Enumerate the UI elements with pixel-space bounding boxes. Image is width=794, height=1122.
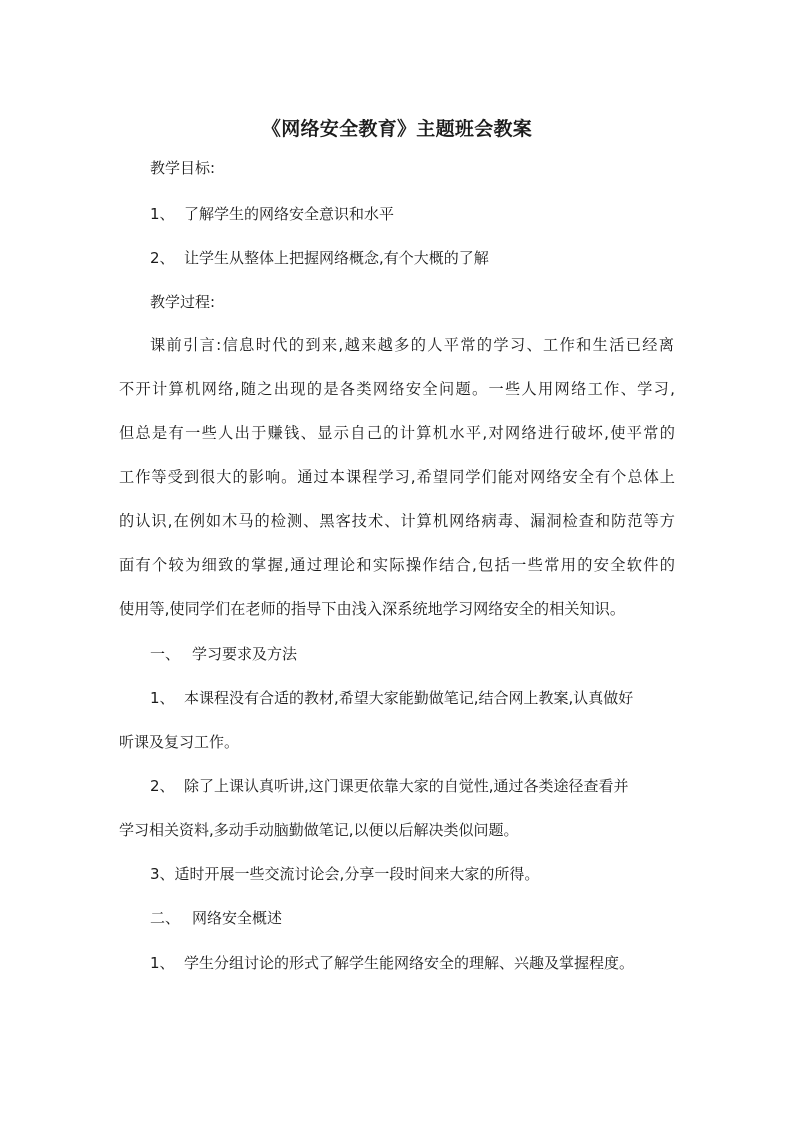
section-1-item-1 bbox=[150, 688, 633, 708]
section-1-item-3: 3、适时开展一些交流讨论会,分享一段时间来大家的所得。 bbox=[150, 865, 540, 883]
section-1-item-2 bbox=[150, 776, 629, 796]
section-1-item-2-text: 除了上课认真听讲,这门课更依靠大家的自觉性,通过各类途径查看并 bbox=[184, 777, 629, 795]
section-2-title: 网络安全概述 bbox=[192, 909, 283, 927]
intro-line-6: 面有个较为细致的掌握,通过理论和实际操作结合,包括一些常用的安全软件的 bbox=[119, 556, 675, 574]
section-1-item-2-number: 2、 bbox=[150, 777, 175, 795]
intro-line-7: 使用等,使同学们在老师的指导下由浅入深系统地学习网络安全的相关知识。 bbox=[119, 600, 626, 618]
intro-line-5: 的认识,在例如木马的检测、黑客技术、计算机网络病毒、漏洞检查和防范等方 bbox=[119, 512, 675, 530]
intro-line-4: 工作等受到很大的影响。通过本课程学习,希望同学们能对网络安全有个总体上 bbox=[119, 468, 675, 486]
section-1-title: 学习要求及方法 bbox=[192, 645, 298, 663]
section-1-number: 一、 bbox=[150, 645, 181, 663]
objectives-heading: 教学目标: bbox=[150, 159, 216, 177]
section-1-item-1-continuation: 听课及复习工作。 bbox=[119, 733, 240, 751]
objective-item-2 bbox=[150, 248, 489, 268]
intro-line-2: 不开计算机网络,随之出现的是各类网络安全问题。一些人用网络工作、学习, bbox=[119, 380, 675, 398]
section-1-item-1-number: 1、 bbox=[150, 689, 175, 707]
process-heading: 教学过程: bbox=[150, 293, 216, 311]
section-1-item-2-continuation: 学习相关资料,多动手动脑勤做笔记,以便以后解决类似问题。 bbox=[119, 821, 519, 839]
objective-2-number: 2、 bbox=[150, 249, 175, 267]
page-title: 《网络安全教育》主题班会教案 bbox=[261, 118, 533, 140]
section-2-number: 二、 bbox=[150, 909, 181, 927]
section-2-item-1-number: 1、 bbox=[150, 954, 175, 972]
section-1-item-1-text: 本课程没有合适的教材,希望大家能勤做笔记,结合网上教案,认真做好 bbox=[184, 689, 634, 707]
section-1-heading bbox=[150, 644, 297, 664]
objective-1-text: 了解学生的网络安全意识和水平 bbox=[184, 205, 395, 223]
section-2-item-1 bbox=[150, 953, 634, 973]
intro-line-1: 课前引言:信息时代的到来,越来越多的人平常的学习、工作和生活已经离 bbox=[150, 336, 674, 354]
section-2-item-1-text: 学生分组讨论的形式了解学生能网络安全的理解、兴趣及掌握程度。 bbox=[184, 954, 635, 972]
objective-2-text: 让学生从整体上把握网络概念,有个大概的了解 bbox=[184, 249, 489, 267]
objective-1-number: 1、 bbox=[150, 205, 175, 223]
intro-line-3: 但总是有一些人出于赚钱、显示自己的计算机水平,对网络进行破坏,使平常的 bbox=[119, 424, 675, 442]
objective-item-1 bbox=[150, 204, 394, 224]
section-2-heading bbox=[150, 908, 282, 928]
